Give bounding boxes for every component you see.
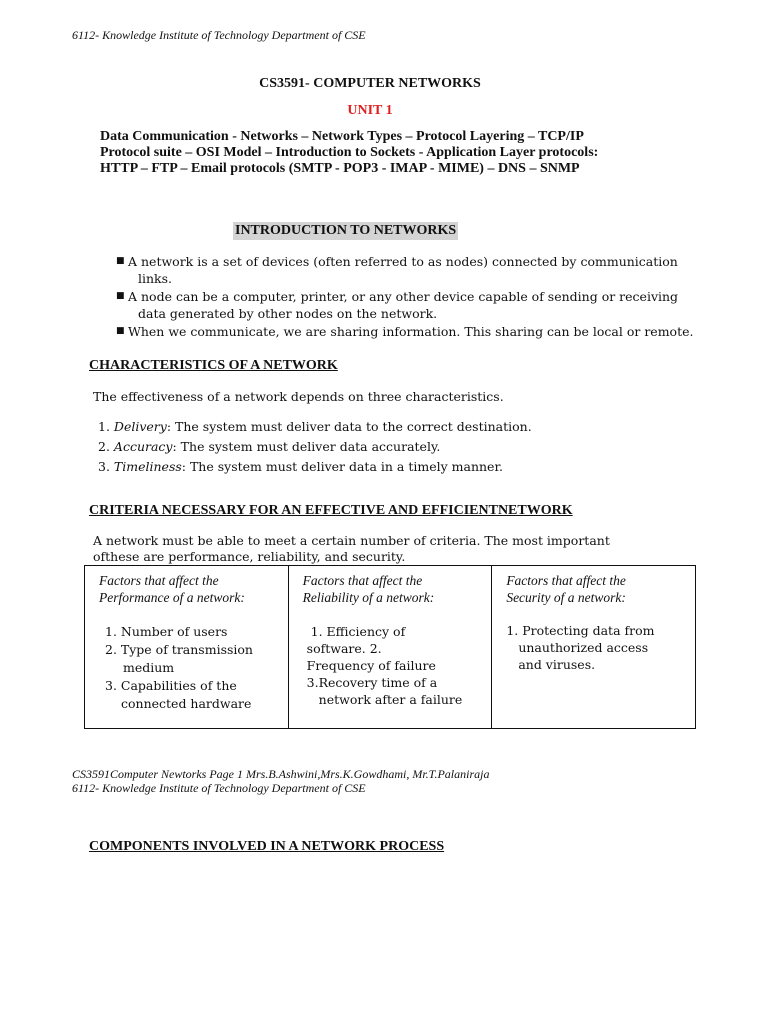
topics-line: Data Communication - Networks – Network Types – Protocol Layering – TCP/IP (100, 129, 584, 144)
list-item: 2. Accuracy: The system must deliver data accurately. (98, 439, 441, 454)
characteristics-heading: CHARACTERISTICS OF A NETWORK (89, 358, 338, 373)
cell-list: 1. Number of users 2. Type of transmission medium 3. Capabilities of the connected hardware (105, 624, 253, 711)
table-cell-security (492, 566, 696, 729)
list-item: 3. Timeliness: The system must deliver data in a timely manner. (98, 459, 504, 474)
intro-bullet-list (116, 253, 716, 341)
criteria-intro: A network must be able to meet a certain number of criteria. The most important ofthese are performance, reliability, and security. (93, 533, 610, 564)
topics-line: Protocol suite – OSI Model – Introduction to Sockets - Application Layer protocols: (100, 145, 599, 160)
list-item: 1. Delivery: The system must deliver data to the correct destination. (98, 419, 532, 434)
bullet-icon: ■ (116, 291, 125, 301)
list-item: ■ A network is a set of devices (often referred to as nodes) connected by communication links. (116, 254, 678, 286)
table-cell-reliability (288, 566, 492, 729)
course-title: CS3591- COMPUTER NETWORKS (259, 76, 481, 91)
table-cell-performance (85, 566, 289, 729)
column-header: Factors that affect the Performance of a network: (99, 573, 245, 605)
table-row (85, 566, 696, 729)
cell-list: 1. Efficiency of software. 2. Frequency of failure 3.Recovery time of a network after a failure (306, 624, 463, 707)
characteristics-list (98, 417, 532, 477)
unit-title: UNIT 1 (347, 103, 393, 118)
intro-heading: INTRODUCTION TO NETWORKS (235, 223, 457, 238)
bullet-icon: ■ (116, 326, 125, 336)
list-item: ■ When we communicate, we are sharing information. This sharing can be local or remote. (116, 324, 694, 339)
bullet-icon: ■ (116, 256, 125, 266)
topics-line: HTTP – FTP – Email protocols (SMTP - POP3 - IMAP - MIME) – DNS – SNMP (100, 161, 580, 176)
characteristics-intro: The effectiveness of a network depends on three characteristics. (93, 389, 504, 404)
page-header: 6112- Knowledge Institute of Technology Department of CSE (72, 28, 366, 42)
column-header: Factors that affect the Security of a network: (506, 573, 626, 605)
list-item: ■ A node can be a computer, printer, or any other device capable of sending or receiving data generated by other nodes on the network. (116, 289, 679, 321)
page-footer: CS3591Computer Newtorks Page 1 Mrs.B.Ashwini,Mrs.K.Gowdhami, Mr.T.Palaniraja 6112- Knowledge Institute of Technology Department of CSE (72, 767, 490, 795)
criteria-heading: CRITERIA NECESSARY FOR AN EFFECTIVE AND EFFICIENTNETWORK (89, 503, 573, 518)
column-header: Factors that affect the Reliability of a network: (302, 573, 435, 605)
unit-topics (100, 129, 660, 177)
criteria-table (84, 565, 696, 729)
cell-list: 1. Protecting data from unauthorized access and viruses. (506, 623, 655, 672)
components-heading: COMPONENTS INVOLVED IN A NETWORK PROCESS (89, 839, 445, 854)
